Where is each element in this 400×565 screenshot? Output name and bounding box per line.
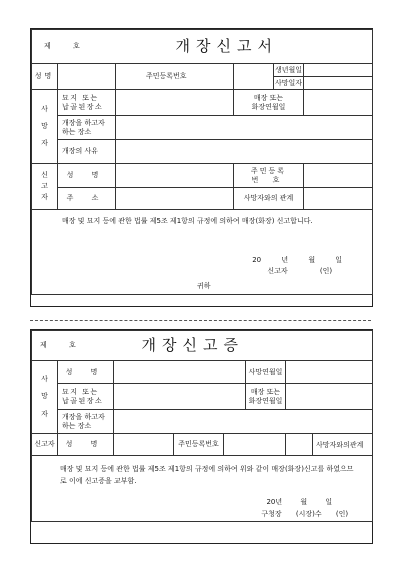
- side-char: 사: [41, 105, 48, 114]
- label-line: 주민등록: [251, 166, 287, 175]
- report-notice-text: 매장 및 묘지 등에 관한 법률 제5조 제1항의 규정에 의하여 매장(화장) 신고합니다.: [62, 217, 313, 225]
- reporter-address-label: 주 소: [58, 188, 116, 210]
- report-table: [31, 29, 373, 295]
- reporter-name-label: 성 명: [58, 164, 116, 188]
- certificate-table: [31, 330, 373, 522]
- reporter-sign-line: 신고자 (인): [267, 267, 333, 275]
- resident-no-field[interactable]: [234, 64, 274, 90]
- side-char: 자: [41, 138, 48, 147]
- label-line: 개장을 하고자: [62, 118, 105, 127]
- side-char: 자: [41, 193, 48, 202]
- cert-date-line: 20년 월 일: [266, 498, 333, 506]
- side-char: 사: [41, 374, 48, 383]
- cert-grave-place-field[interactable]: [114, 384, 246, 410]
- burial-date-label: [234, 90, 304, 116]
- reburial-reason-label: 개장의 사유: [58, 140, 116, 164]
- birth-date-label: 생년월일: [274, 64, 304, 77]
- reburial-reason-field[interactable]: [116, 140, 373, 164]
- death-date-field[interactable]: [304, 77, 373, 90]
- name-label: 성명: [32, 64, 58, 90]
- cert-relation-field[interactable]: [286, 434, 313, 455]
- reburial-place-label: [58, 116, 116, 140]
- label-line: 하는 장소: [62, 421, 92, 430]
- label-line: 번 호: [251, 175, 286, 184]
- cert-notice-text: 매장 및 묘지 등에 관한 법률 제5조 제1항의 규정에 의하여 위와 같이 매장(화장)신고를 하였으므로 이에 신고증을 교부함.: [60, 465, 354, 485]
- name-field[interactable]: [58, 64, 116, 90]
- side-char: 고: [41, 181, 48, 190]
- cert-burial-date-label: [246, 384, 286, 410]
- report-number-label: 제 호: [44, 42, 90, 51]
- addressee-label: 귀하: [197, 282, 211, 290]
- cert-number-label: 제 호: [40, 341, 86, 350]
- label-line: 화장연월일: [248, 396, 283, 405]
- deceased-side-label: [32, 90, 58, 164]
- reporter-resident-no-label: [234, 164, 304, 188]
- label-line: 개장을 하고자: [62, 412, 105, 421]
- birth-date-field[interactable]: [304, 64, 373, 77]
- cert-death-date-field[interactable]: [286, 361, 373, 384]
- cert-burial-date-field[interactable]: [286, 384, 373, 410]
- cert-grave-place-label: [58, 384, 114, 410]
- side-char: 신: [41, 170, 48, 179]
- cut-line: [30, 320, 371, 321]
- label-line: 하는 장소: [62, 127, 92, 136]
- cert-name-label: 성 명: [58, 361, 114, 384]
- side-char: 망: [41, 392, 48, 401]
- grave-place-field[interactable]: [116, 90, 234, 116]
- cert-death-date-label: 사망연월일: [246, 361, 286, 384]
- cert-reburial-place-field[interactable]: [114, 410, 373, 434]
- relation-label: 사망자와의 관계: [234, 188, 304, 210]
- cert-reporter-name-field[interactable]: [114, 434, 174, 456]
- cert-title: 개장신고증: [141, 336, 244, 355]
- cert-deceased-side-label: [32, 361, 58, 434]
- cert-reburial-place-label: [58, 410, 114, 434]
- report-notice-area: [32, 210, 373, 295]
- relation-field[interactable]: [304, 188, 373, 210]
- reporter-resident-no-field[interactable]: [304, 164, 373, 188]
- reporter-name-field[interactable]: [116, 164, 234, 188]
- reporter-address-field[interactable]: [116, 188, 234, 210]
- cert-relation-label: 사망자와의관계: [316, 441, 364, 449]
- reburial-place-field[interactable]: [116, 116, 373, 140]
- cert-reporter-name-label: 성 명: [58, 434, 114, 456]
- label-line: 묘지 또는: [62, 93, 99, 102]
- label-line: 화장연월일: [251, 102, 286, 111]
- cert-notice-area: [32, 456, 373, 522]
- label-line: 매장 또는: [250, 387, 281, 396]
- label-line: 납골된장소: [62, 396, 104, 405]
- grave-place-label: [58, 90, 116, 116]
- cert-resident-no-field[interactable]: [224, 434, 286, 456]
- reporter-side-label: [32, 164, 58, 210]
- side-char: 자: [41, 409, 48, 418]
- side-char: 망: [41, 122, 48, 131]
- burial-date-field[interactable]: [304, 90, 373, 116]
- cert-relation-cell: [286, 434, 373, 456]
- report-title: 개장신고서: [175, 37, 278, 56]
- issuer-sign-line: 구청장 (시장)수 (인): [261, 510, 349, 518]
- death-date-label: 사망일자: [274, 77, 304, 90]
- report-date-line: 20 년 월 일: [252, 256, 343, 264]
- cert-reporter-label: 신고자: [32, 434, 58, 456]
- label-line: 매장 또는: [253, 93, 284, 102]
- label-line: 묘지 또는: [62, 387, 99, 396]
- label-line: 납골된장소: [62, 102, 104, 111]
- cert-resident-no-label: 주민등록번호: [174, 434, 224, 456]
- reburial-certificate-form: [30, 329, 373, 544]
- reburial-report-form: [30, 28, 373, 307]
- cert-name-field[interactable]: [114, 361, 246, 384]
- resident-no-label: 주민등록번호: [116, 64, 234, 90]
